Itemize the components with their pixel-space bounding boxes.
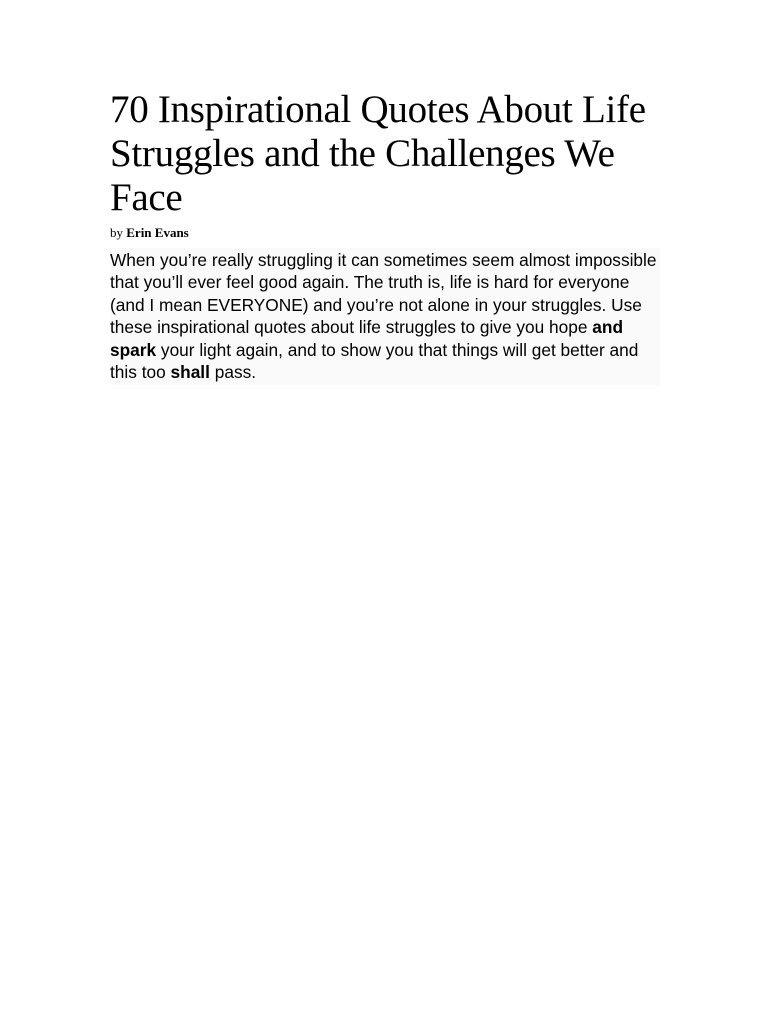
intro-paragraph (110, 248, 660, 385)
intro-text-2: your light again, and to show you that things will get better and this too (110, 339, 639, 383)
intro-text-1: When you’re really struggling it can sometimes seem almost impossible that you’ll ever feel good again. The truth is, life is hard for everyone (and I mean EVERYONE) and you’re not alone in your struggles. Use these inspirational quotes about life struggles to give you hope (110, 250, 657, 338)
intro-bold-2: shall (170, 362, 210, 383)
intro-bold-1: and spark (110, 317, 624, 360)
byline (110, 225, 660, 241)
byline-prefix: by (110, 225, 123, 240)
author-name: Erin Evans (126, 225, 189, 240)
article (110, 88, 660, 403)
intro-text-3: pass. (209, 362, 257, 383)
article-title: 70 Inspirational Quotes About Life Struggles and the Challenges We Face (110, 88, 646, 219)
